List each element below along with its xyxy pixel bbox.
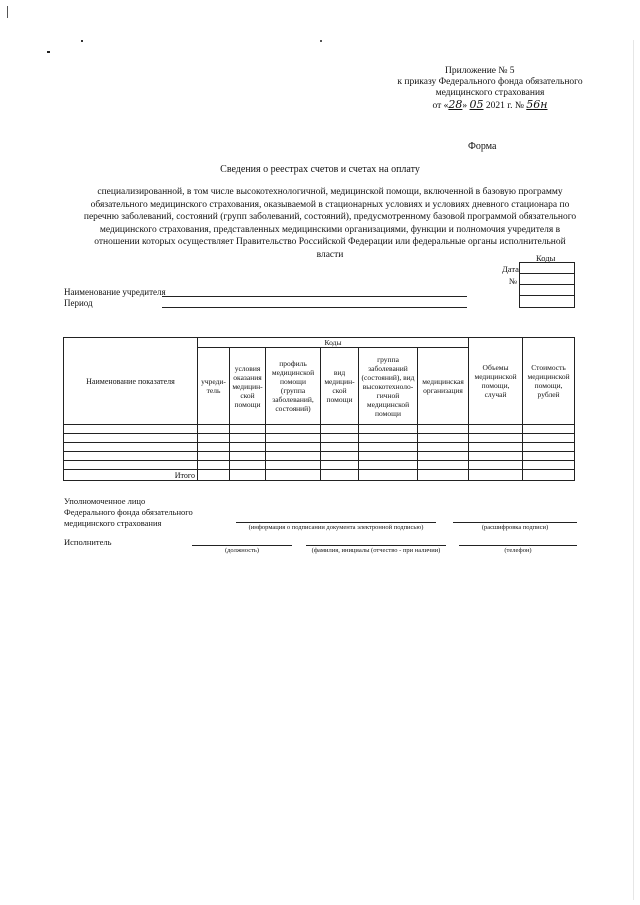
col-founder: учреди-тель xyxy=(198,348,230,425)
cost-header: Стоимость медицинской помощи, рублей xyxy=(523,338,575,425)
date-label: Дата xyxy=(502,264,519,274)
col-profile: профиль медицинской помощи (группа заболеваний, состояний) xyxy=(266,348,321,425)
table-row xyxy=(64,434,575,443)
total-label: Итого xyxy=(64,470,198,481)
col-care-type: вид медицин-ской помощи xyxy=(321,348,359,425)
period-label: Период xyxy=(64,298,93,308)
codes-cell-period[interactable] xyxy=(520,296,574,306)
order-line-fund: медицинского страхования xyxy=(435,88,545,98)
appendix-number: Приложение № 5 xyxy=(445,66,515,76)
number-label: № xyxy=(509,276,518,286)
form-label: Форма xyxy=(468,141,497,152)
org-name-field[interactable] xyxy=(162,296,467,297)
handwritten-day: 28 xyxy=(448,98,463,111)
scan-mark xyxy=(81,40,83,42)
handwritten-month: 05 xyxy=(469,98,484,111)
appendix-header xyxy=(390,66,590,112)
table-total-row xyxy=(64,470,575,481)
handwritten-number: 56н xyxy=(526,98,548,111)
document-title: Сведения о реестрах счетов и счетах на оплату xyxy=(220,164,420,175)
codes-box xyxy=(519,262,575,308)
signature-info-caption: (информация о подписании документа электронной подписью) xyxy=(248,524,424,531)
order-line: к приказу Федерального фонда обязательного xyxy=(397,77,583,87)
table-row xyxy=(64,461,575,470)
period-field[interactable] xyxy=(162,307,467,308)
codes-box-title: Коды xyxy=(536,253,556,263)
indicator-header: Наименование показателя xyxy=(64,338,198,425)
scan-mark xyxy=(320,40,322,42)
codes-cell-org[interactable] xyxy=(520,285,574,296)
executor-name-field[interactable] xyxy=(306,545,446,546)
authorized-person-label: Уполномоченное лицо Федерального фонда обязательного медицинского страхования xyxy=(64,496,193,528)
col-conditions: условия оказания медицин-ской помощи xyxy=(230,348,266,425)
col-med-org: медицинская организация xyxy=(418,348,469,425)
executor-name-caption: (фамилия, инициалы (отчество - при наличии) xyxy=(311,547,441,554)
signature-info-field[interactable] xyxy=(236,522,436,523)
scan-mark xyxy=(7,6,8,18)
order-date-line: от «28» 05 2021 г. № 56н xyxy=(432,98,548,111)
document-description: специализированной, в том числе высокотехнологичной, медицинской помощи, включенной в базовую программу обязательного медицинского страхования, оказываемой в стационарных условиях и условиях дневного стационара по перечню заболеваний, состояний (групп заболеваний, состояний), предусмотренному базовой программой обязательного медицинского страхования, представленных медицинскими организациями, функции и полномочия учредителя в отношении которых осуществляет Правительство Российской Федерации или федеральные органы исполнительной власти xyxy=(83,187,577,260)
signature-decode-field[interactable] xyxy=(453,522,577,523)
position-field[interactable] xyxy=(192,545,292,546)
table-row xyxy=(64,452,575,461)
table-header-row xyxy=(64,338,575,348)
col-disease-group: группа заболеваний (состояний), вид высокотехноло-гичной медицинской помощи xyxy=(359,348,418,425)
table-row xyxy=(64,443,575,452)
phone-caption: (телефон) xyxy=(504,547,532,554)
phone-field[interactable] xyxy=(459,545,577,546)
volume-header: Объемы медицинской помощи, случай xyxy=(469,338,523,425)
signature-decode-caption: (расшифровка подписи) xyxy=(481,524,549,531)
position-caption: (должность) xyxy=(224,547,260,554)
codes-cell-number[interactable] xyxy=(520,274,574,285)
codes-header: Коды xyxy=(198,338,469,348)
table-row xyxy=(64,425,575,434)
org-name-label: Наименование учредителя xyxy=(64,287,166,297)
scan-mark xyxy=(47,51,50,53)
indicators-table xyxy=(63,337,575,481)
codes-cell-date[interactable] xyxy=(520,263,574,274)
executor-label: Исполнитель xyxy=(64,537,112,547)
